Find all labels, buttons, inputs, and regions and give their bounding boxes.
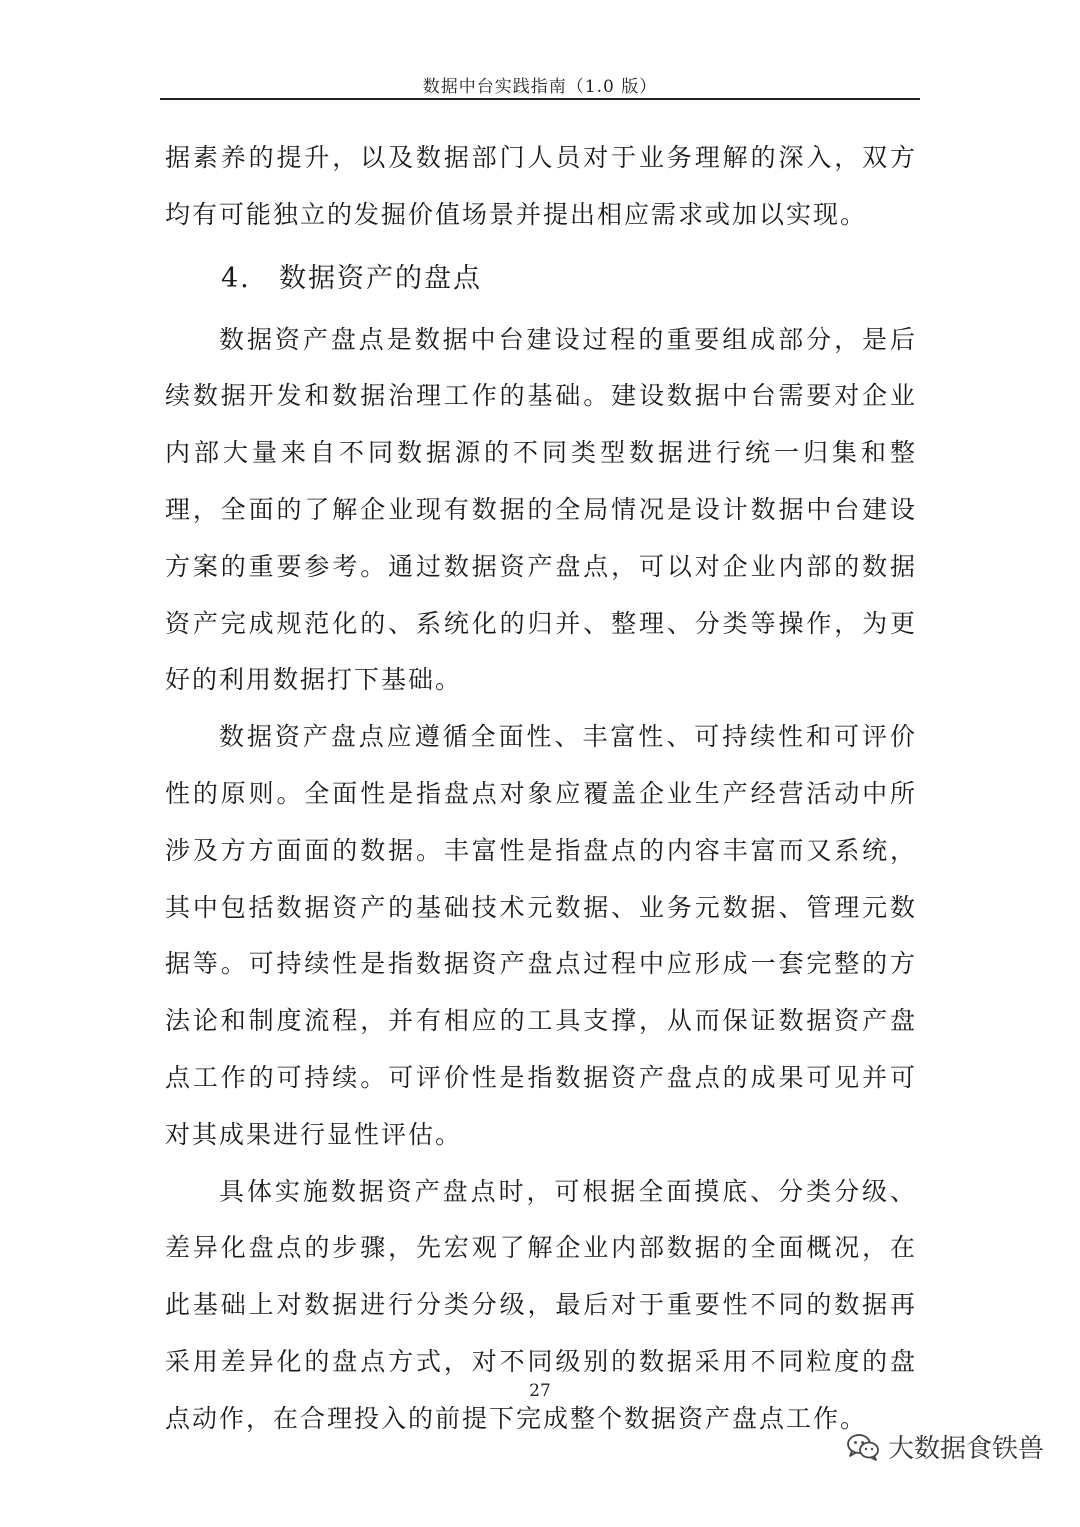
document-body	[165, 130, 917, 1448]
section-number: 4.	[221, 262, 251, 294]
header-divider	[160, 98, 920, 100]
wechat-icon	[846, 1432, 880, 1462]
section-title: 数据资产的盘点	[279, 262, 482, 294]
watermark	[846, 1428, 1044, 1465]
body-paragraph: 具体实施数据资产盘点时，可根据全面摸底、分类分级、差异化盘点的步骤，先宏观了解企业内部数据的全面概况，在此基础上对数据进行分类分级，最后对于重要性不同的数据再采用差异化的盘点方式，对不同级别的数据采用不同粒度的盘点动作，在合理投入的前提下完成整个数据资产盘点工作。	[165, 1176, 917, 1433]
watermark-text: 大数据食铁兽	[888, 1434, 1045, 1464]
body-paragraph: 数据资产盘点应遵循全面性、丰富性、可持续性和可评价性的原则。全面性是指盘点对象应覆盖企业生产经营活动中所涉及方方面面的数据。丰富性是指盘点的内容丰富而又系统，其中包括数据资产的基础技术元数据、业务元数据、管理元数据等。可持续性是指数据资产盘点过程中应形成一套完整的方法论和制度流程，并有相应的工具支撑，从而保证数据资产盘点工作的可持续。可评价性是指数据资产盘点的成果可见并可对其成果进行显性评估。	[165, 722, 917, 1149]
document-header-title: 数据中台实践指南（1.0 版）	[422, 77, 658, 97]
page-number: 27	[529, 1381, 551, 1401]
body-paragraph: 数据资产盘点是数据中台建设过程的重要组成部分，是后续数据开发和数据治理工作的基础。建设数据中台需要对企业内部大量来自不同数据源的不同类型数据进行统一归集和整理，全面的了解企业现有数据的全局情况是设计数据中台建设方案的重要参考。通过数据资产盘点，可以对企业内部的数据资产完成规范化的、系统化的归并、整理、分类等操作，为更好的利用数据打下基础。	[165, 324, 917, 695]
section-heading	[221, 252, 917, 306]
intro-paragraph: 据素养的提升，以及数据部门人员对于业务理解的深入，双方均有可能独立的发掘价值场景并提出相应需求或加以实现。	[165, 143, 917, 229]
